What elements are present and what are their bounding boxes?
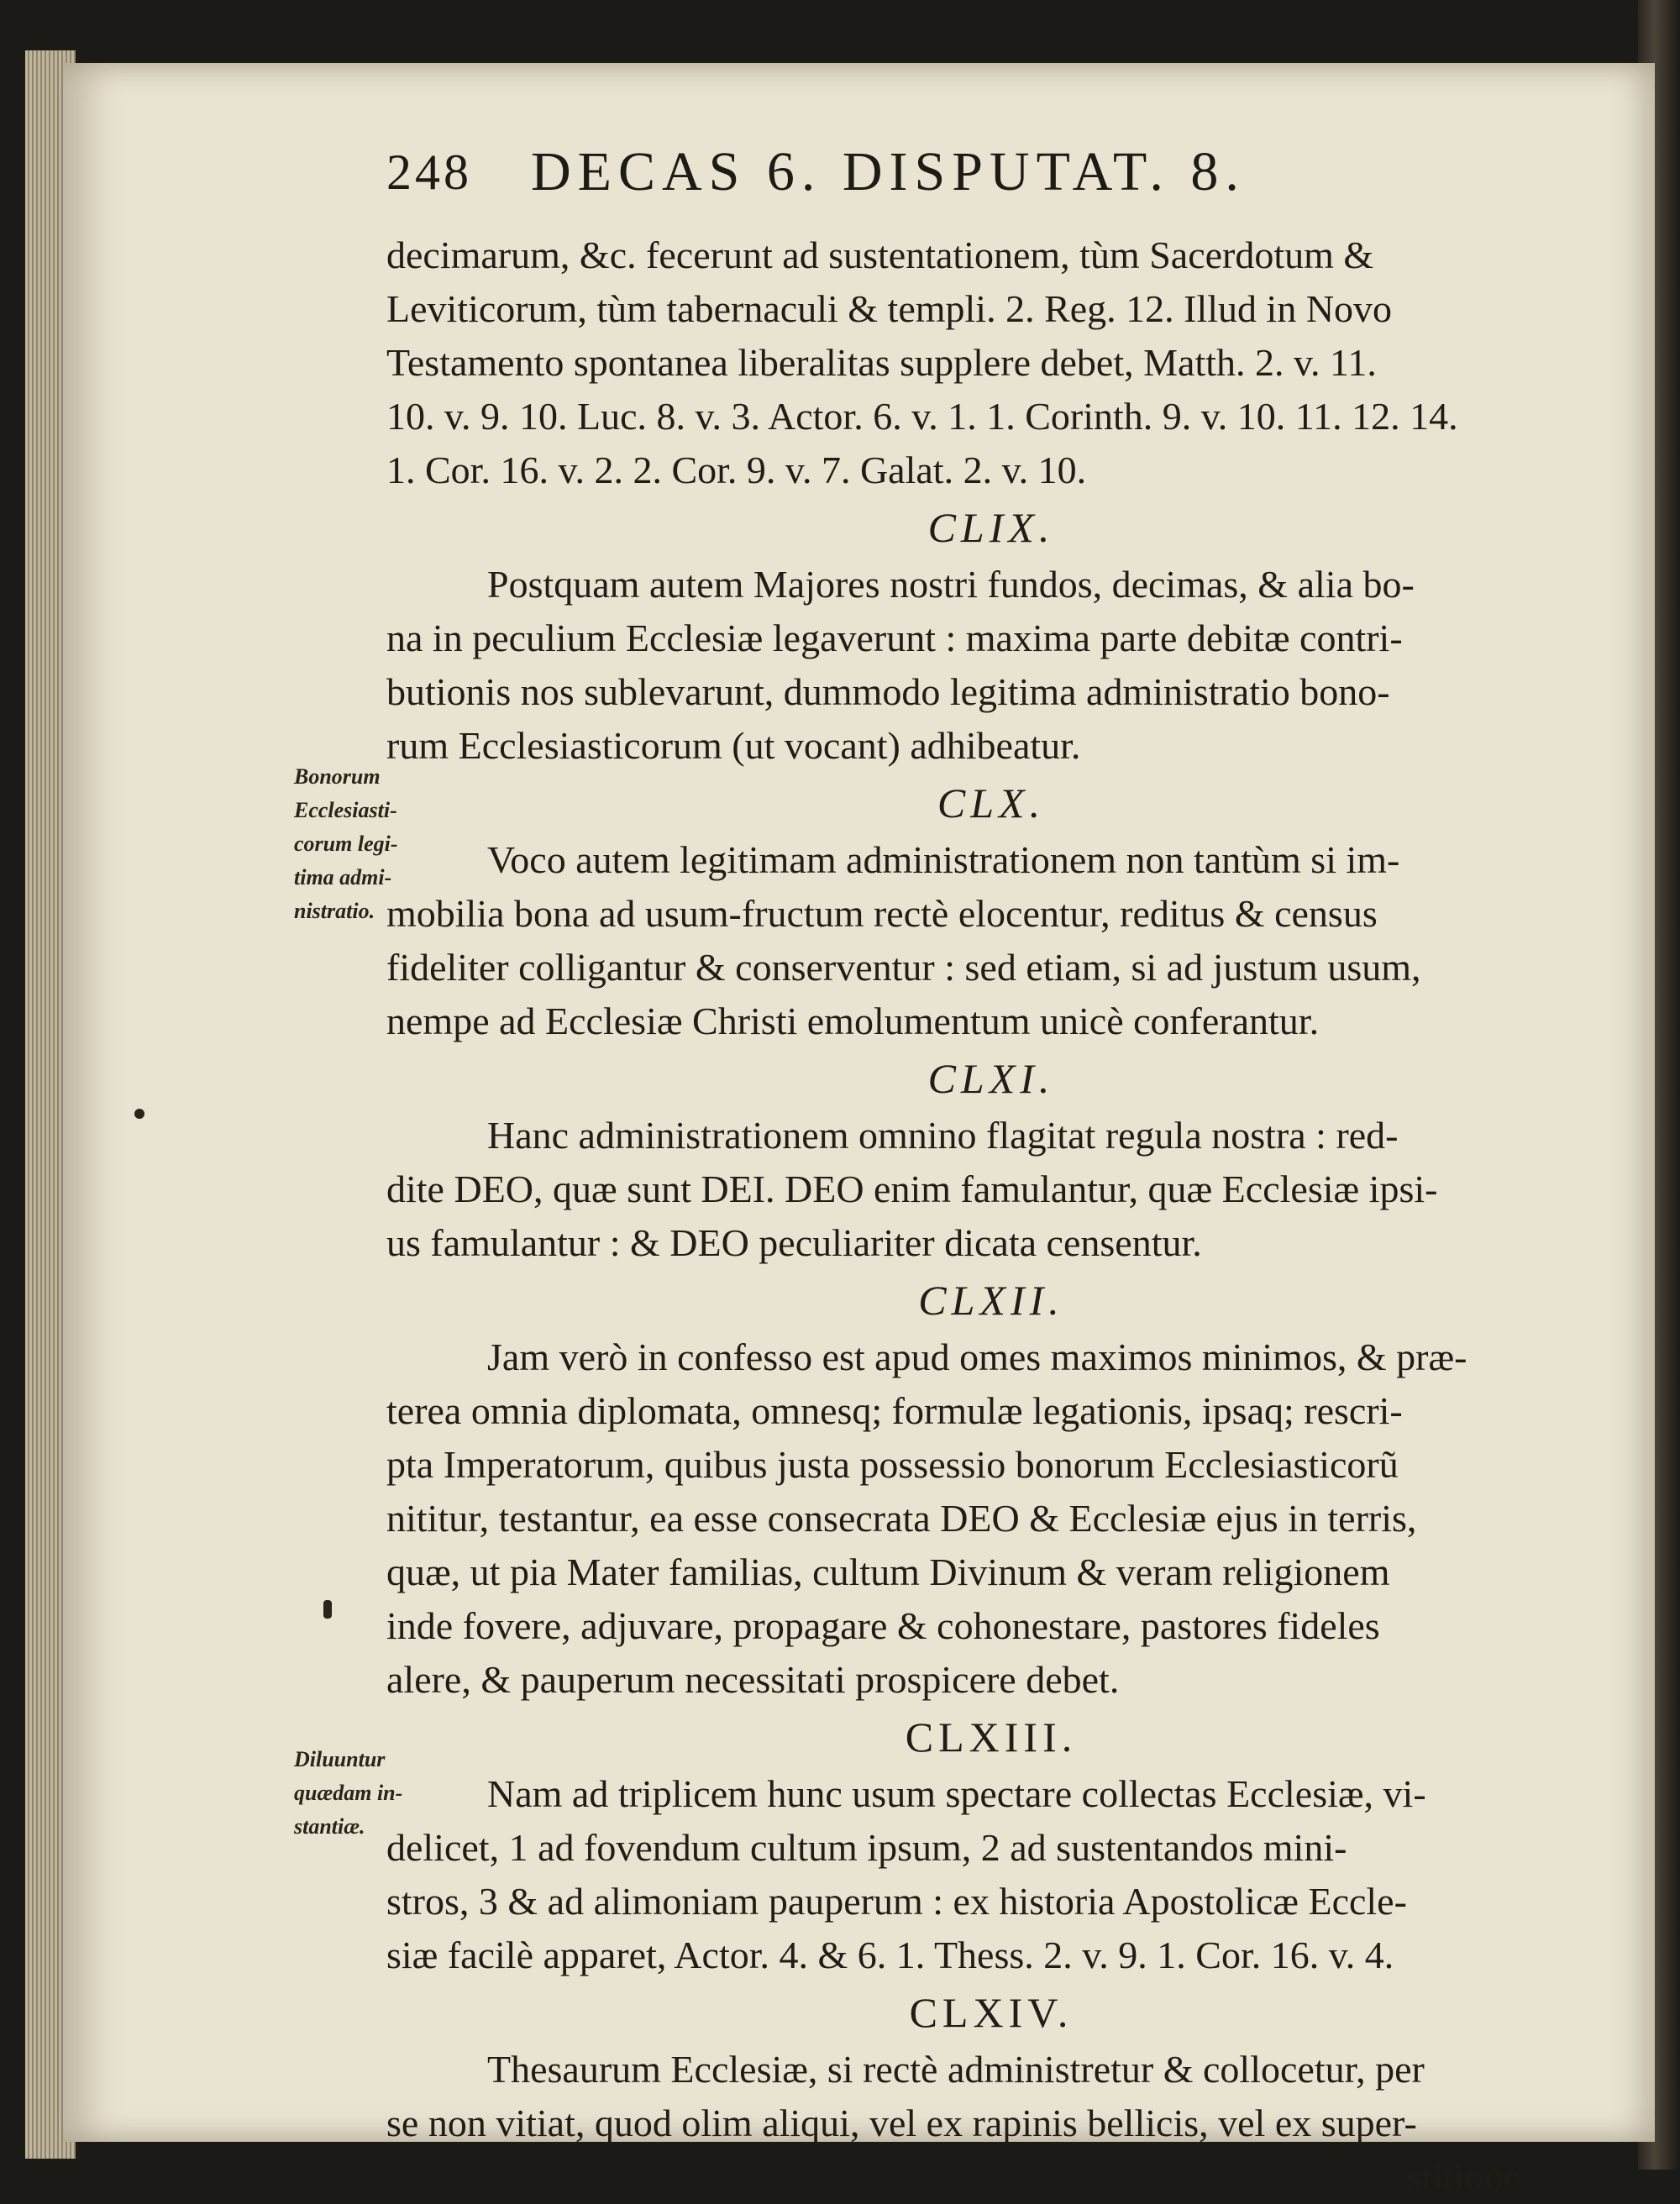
text-line: dite DEO, quæ sunt DEI. DEO enim famulantur, quæ Ecclesiæ ipsi- xyxy=(386,1168,1438,1210)
margin-note-line: tima admi- xyxy=(294,865,392,889)
running-title: DECAS 6. DISPUTAT. 8. xyxy=(531,141,1246,202)
section-heading-clx: CLX. xyxy=(937,779,1046,826)
margin-note-line: Ecclesiasti- xyxy=(294,798,397,822)
text-line: Nam ad triplicem hunc usum spectare collectas Ecclesiæ, vi- xyxy=(487,1772,1426,1815)
margin-note-line: Bonorum xyxy=(294,764,381,789)
running-header xyxy=(386,109,1352,235)
text-line: quæ, ut pia Mater familias, cultum Divinum & veram religionem xyxy=(386,1551,1390,1593)
text-line: stros, 3 & ad alimoniam pauperum : ex historia Apostolicæ Eccle- xyxy=(386,1880,1407,1923)
text-line: nititur, testantur, ea esse consecrata DEO & Ecclesiæ ejus in terris, xyxy=(386,1497,1417,1540)
text-line: butionis nos sublevarunt, dummodo legitima administratio bono- xyxy=(386,670,1390,713)
ink-spot xyxy=(323,1600,332,1619)
ink-spot xyxy=(134,1109,144,1119)
text-line: stitione xyxy=(1406,2155,1520,2198)
text-line: pta Imperatorum, quibus justa possessio bonorum Ecclesiasticorũ xyxy=(386,1443,1399,1486)
section-heading-clxiii: CLXIII. xyxy=(905,1713,1078,1761)
text-line: Postquam autem Majores nostri fundos, decimas, & alia bo- xyxy=(487,563,1415,606)
text-line: us famulantur : & DEO peculiariter dicata censentur. xyxy=(386,1221,1202,1264)
margin-note-diluuntur xyxy=(294,1743,462,1844)
section-heading-clxii: CLXII. xyxy=(918,1277,1064,1324)
margin-note-line: quædam in- xyxy=(294,1781,403,1805)
text-line: Thesaurum Ecclesiæ, si rectè administretur & collocetur, per xyxy=(487,2048,1425,2091)
text-line: Jam verò in confesso est apud omes maximos minimos, & præ- xyxy=(487,1336,1467,1378)
body-text xyxy=(386,228,1596,2204)
text-line: Leviticorum, tùm tabernaculi & templi. 2. Reg. 12. Illud in Novo xyxy=(386,287,1393,330)
section-heading-clix: CLIX. xyxy=(927,504,1055,551)
text-line: 1. Cor. 16. v. 2. 2. Cor. 9. v. 7. Galat. 2. v. 10. xyxy=(386,449,1087,491)
margin-note-line: corum legi- xyxy=(294,832,398,856)
text-line: terea omnia diplomata, omnesq; formulæ legationis, ipsaq; rescri- xyxy=(386,1389,1403,1432)
text-line: Hanc administrationem omnino flagitat regula nostra : red- xyxy=(487,1114,1399,1157)
text-line: alere, & pauperum necessitati prospicere debet. xyxy=(386,1658,1120,1701)
text-line: Voco autem legitimam administrationem non tantùm si im- xyxy=(487,838,1400,881)
text-line: rum Ecclesiasticorum (ut vocant) adhibeatur. xyxy=(386,724,1081,767)
text-line: 10. v. 9. 10. Luc. 8. v. 3. Actor. 6. v. 1. 1. Corinth. 9. v. 10. 11. 12. 14. xyxy=(386,395,1458,438)
text-line: Testamento spontanea liberalitas supplere debet, Matth. 2. v. 11. xyxy=(386,341,1377,384)
text-line: nempe ad Ecclesiæ Christi emolumentum unicè conferantur. xyxy=(386,1000,1320,1042)
text-line: delicet, 1 ad fovendum cultum ipsum, 2 ad sustentandos mini- xyxy=(386,1826,1347,1869)
section-heading-clxi: CLXI. xyxy=(927,1055,1055,1102)
section-heading-clxiv: CLXIV. xyxy=(909,1989,1074,2036)
text-line: mobilia bona ad usum-fructum rectè elocentur, reditus & census xyxy=(386,892,1378,935)
text-line: inde fovere, adjuvare, propagare & cohonestare, pastores fideles xyxy=(386,1604,1380,1647)
page-number: 248 xyxy=(386,144,472,200)
margin-note-bonorum xyxy=(294,760,462,928)
text-line: na in peculium Ecclesiæ legaverunt : maxima parte debitæ contri- xyxy=(386,617,1403,659)
text-line: decimarum, &c. fecerunt ad sustentationem, tùm Sacerdotum & xyxy=(386,234,1374,276)
text-line: fideliter colligantur & conserventur : sed etiam, si ad justum usum, xyxy=(386,946,1421,989)
text-line: se non vitiat, quod olim aliqui, vel ex rapinis bellicis, vel ex super- xyxy=(386,2102,1417,2144)
margin-note-line: Diluuntur xyxy=(294,1747,386,1771)
margin-note-line: nistratio. xyxy=(294,899,375,923)
text-line: siæ facilè apparet, Actor. 4. & 6. 1. Thess. 2. v. 9. 1. Cor. 16. v. 4. xyxy=(386,1934,1394,1976)
margin-note-line: stantiæ. xyxy=(294,1814,365,1839)
